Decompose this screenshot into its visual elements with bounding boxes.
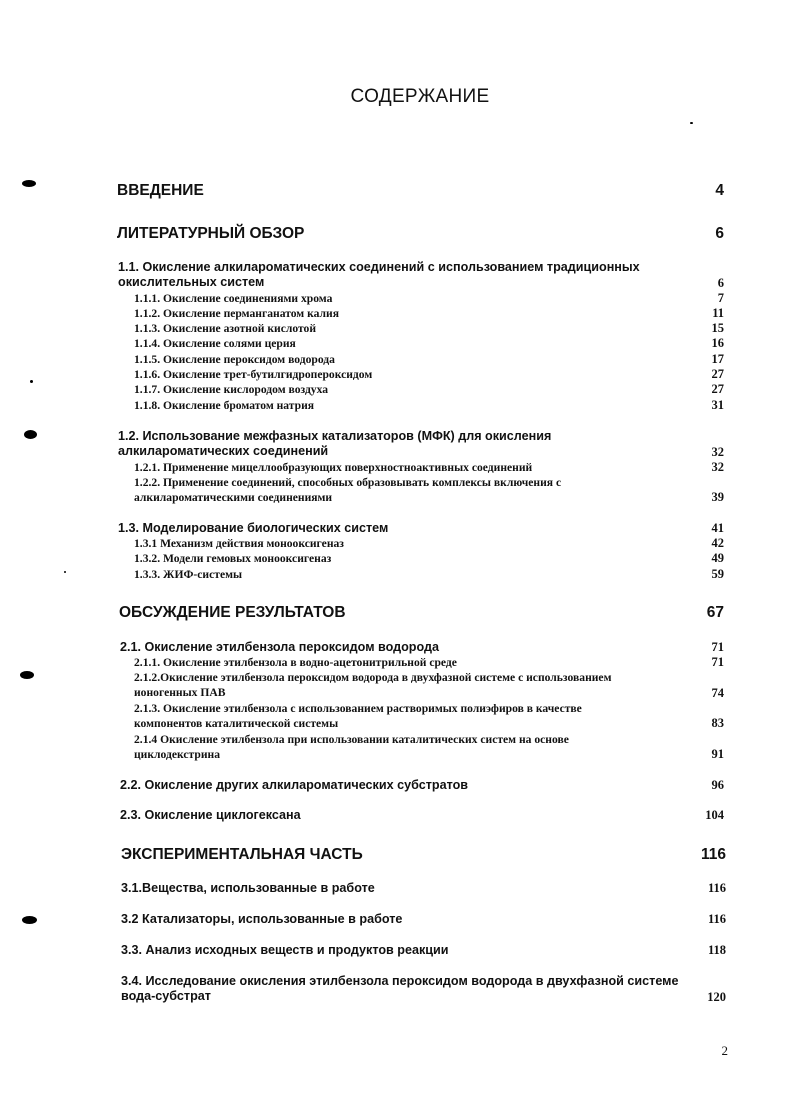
toc-item: 1.1.4. Окисление солями церия — [134, 337, 296, 350]
toc-item-page: 74 — [711, 686, 724, 700]
scan-speck — [30, 380, 33, 383]
toc-item: 1.2.1. Применение мицеллообразующих поверхностноактивных соединений — [134, 461, 533, 474]
toc-item: циклодекстрина — [134, 748, 220, 761]
toc-experimental: ЭКСПЕРИМЕНТАЛЬНАЯ ЧАСТЬ — [121, 846, 363, 863]
toc-item: компонентов каталитической системы — [134, 717, 339, 730]
toc-2-3-title: 2.3. Окисление циклогексана — [120, 808, 301, 822]
toc-2-2-page: 96 — [711, 778, 724, 792]
toc-1-1-title-line2: окислительных систем — [118, 275, 265, 289]
page-number: 2 — [721, 1043, 728, 1058]
toc-item: 1.1.8. Окисление броматом натрия — [134, 399, 315, 412]
toc-item-page: 11 — [712, 306, 724, 320]
scan-speck — [22, 180, 36, 187]
toc-item: 2.1.4 Окисление этилбензола при использовании каталитических систем на основе — [134, 733, 569, 746]
toc-1-2-title-line1: 1.2. Использование межфазных катализаторов (МФК) для окисления — [118, 429, 552, 443]
toc-item-page: 49 — [711, 551, 724, 565]
toc-item-page: 42 — [711, 536, 724, 550]
toc-item: 2.1.3. Окисление этилбензола с использованием растворимых полиэфиров в качестве — [134, 702, 582, 715]
toc-item: 1.1.6. Окисление трет-бутилгидропероксидом — [134, 368, 373, 381]
toc-3-4-title-line2: вода-субстрат — [121, 989, 211, 1003]
toc-item-page: 15 — [711, 321, 724, 335]
toc-item: 1.1.1. Окисление соединениями хрома — [134, 292, 333, 305]
toc-2-3-page: 104 — [705, 808, 724, 822]
toc-item-page: 27 — [711, 382, 724, 396]
toc-item-page: 17 — [711, 352, 724, 366]
toc-lit: ЛИТЕРАТУРНЫЙ ОБЗОР — [117, 225, 305, 242]
toc-2-1-page: 71 — [711, 640, 724, 654]
scan-speck — [20, 671, 34, 679]
page-title: СОДЕРЖАНИЕ — [350, 86, 490, 107]
toc-item-page: 27 — [711, 367, 724, 381]
scan-speck — [24, 430, 37, 439]
toc-item-page: 83 — [711, 716, 724, 730]
toc-intro: ВВЕДЕНИЕ — [117, 182, 204, 199]
toc-2-1-title: 2.1. Окисление этилбензола пероксидом водорода — [120, 640, 440, 654]
toc-item: 2.1.2.Окисление этилбензола пероксидом водорода в двухфазной системе с использованием — [134, 671, 612, 684]
toc-1-1-title-line1: 1.1. Окисление алкилароматических соединений с использованием традиционных — [118, 260, 640, 274]
toc-item-page: 31 — [711, 398, 724, 412]
toc-3-1-page: 116 — [707, 881, 726, 895]
toc-item-page: 59 — [711, 567, 724, 581]
scan-speck — [64, 571, 66, 573]
toc-item: 1.1.2. Окисление перманганатом калия — [134, 307, 339, 320]
toc-item-page: 7 — [717, 291, 724, 305]
toc-item: алкилароматическими соединениями — [134, 491, 333, 504]
toc-1-1-page: 6 — [717, 276, 724, 290]
toc-item-page: 39 — [711, 490, 724, 504]
toc-item-page: 71 — [711, 655, 724, 669]
toc-item: 1.1.7. Окисление кислородом воздуха — [134, 383, 329, 396]
toc-item: 1.3.1 Механизм действия монооксигеназ — [134, 537, 344, 550]
toc-1-2-page: 32 — [711, 445, 724, 459]
toc-item: ионогенных ПАВ — [134, 686, 226, 699]
toc-item: 2.1.1. Окисление этилбензола в водно-ацетонитрильной среде — [134, 656, 457, 669]
toc-item: 1.2.2. Применение соединений, способных образовывать комплексы включения с — [134, 476, 562, 489]
scan-speck — [690, 122, 693, 124]
toc-intro-page: 4 — [715, 182, 724, 199]
toc-3-4-title-line1: 3.4. Исследование окисления этилбензола пероксидом водорода в двухфазной системе — [121, 974, 679, 988]
toc-3-3-title: 3.3. Анализ исходных веществ и продуктов реакции — [121, 943, 449, 957]
toc-item-page: 32 — [711, 460, 724, 474]
toc-3-4-page: 120 — [707, 990, 726, 1004]
toc-item: 1.3.3. ЖИФ-системы — [134, 568, 243, 581]
toc-3-2-title: 3.2 Катализаторы, использованные в работе — [121, 912, 403, 926]
toc-experimental-page: 116 — [700, 846, 726, 863]
toc-discussion-page: 67 — [706, 604, 724, 621]
toc-item: 1.1.5. Окисление пероксидом водорода — [134, 353, 335, 366]
toc-item-page: 16 — [711, 336, 724, 350]
toc-3-1-title: 3.1.Вещества, использованные в работе — [121, 881, 375, 895]
toc-item: 1.1.3. Окисление азотной кислотой — [134, 322, 317, 335]
toc-item-page: 91 — [711, 747, 724, 761]
toc-1-3-title: 1.3. Моделирование биологических систем — [118, 521, 389, 535]
toc-lit-page: 6 — [715, 225, 724, 242]
toc-2-2-title: 2.2. Окисление других алкилароматических субстратов — [120, 778, 469, 792]
scan-speck — [22, 916, 37, 924]
toc-1-2-title-line2: алкилароматических соединений — [118, 444, 329, 458]
toc-3-3-page: 118 — [707, 943, 726, 957]
toc-1-3-page: 41 — [711, 521, 724, 535]
toc-discussion: ОБСУЖДЕНИЕ РЕЗУЛЬТАТОВ — [119, 604, 346, 621]
toc-item: 1.3.2. Модели гемовых монооксигеназ — [134, 552, 332, 565]
toc-3-2-page: 116 — [707, 912, 726, 926]
